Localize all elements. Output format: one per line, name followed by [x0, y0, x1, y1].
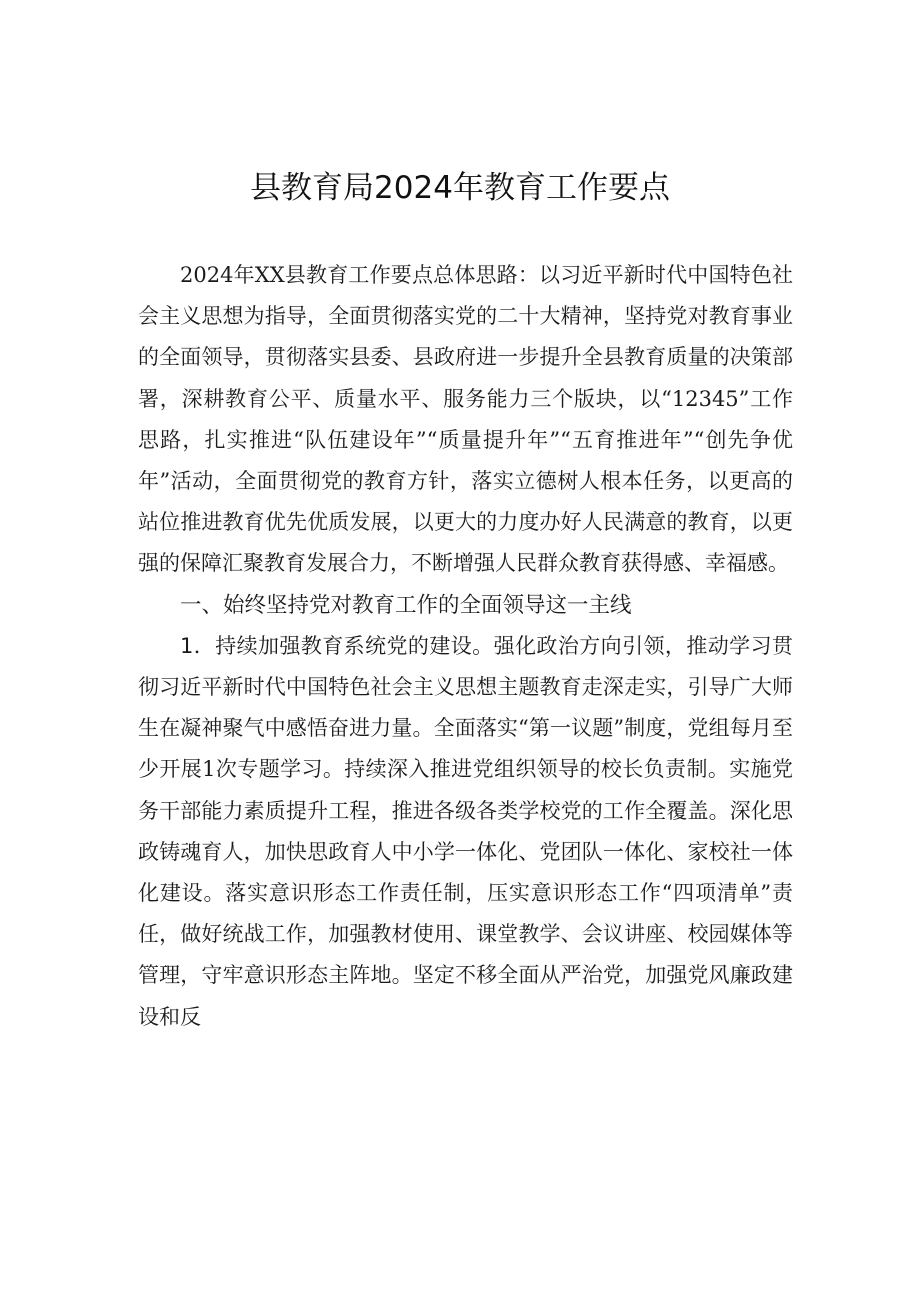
- section-heading: 一、始终坚持党对教育工作的全面领导这一主线: [180, 592, 632, 618]
- intro-paragraph: 2024年XX县教育工作要点总体思路：以习近平新时代中国特色社会主义思想为指导，全面贯彻落实党的二十大精神，坚持党对教育事业的全面领导，贯彻落实县委、县政府进一步提升全县教育质量的决策部署，深耕教育公平、质量水平、服务能力三个版块，以“12345”工作思路，扎实推进“队伍建设年”“质量提升年”“五育推进年”“创先争优年”活动，全面贯彻党的教育方针，落实立德树人根本任务，以更高的站位推进教育优先优质发展，以更大的力度办好人民满意的教育，以更强的保障汇聚教育发展合力，不断增强人民群众教育获得感、幸福感。: [138, 263, 793, 576]
- item-body: 强化政治方向引领，推动学习贯彻习近平新时代中国特色社会主义思想主题教育走深走实，引导广大师生在凝神聚气中感悟奋进力量。全面落实“第一议题”制度，党组每月至少开展1次专题学习。持续深入推进党组织领导的校长负责制。实施党务干部能力素质提升工程，推进各级各类学校党的工作全覆盖。深化思政铸魂育人，加快思政育人中小学一体化、党团队一体化、家校社一体化建设。落实意识形态工作责任制，压实意识形态工作“四项清单”责任，做好统战工作，加强教材使用、课堂教学、会议讲座、校园媒体等管理，守牢意识形态主阵地。坚定不移全面从严治党，加强党风廉政建设和反: [138, 633, 793, 1029]
- document-body: [138, 255, 793, 1038]
- document-title: 县教育局2024年教育工作要点: [250, 170, 670, 206]
- item-paragraph: [138, 626, 793, 1038]
- item-heading: 1．持续加强教育系统党的建设。: [180, 633, 494, 658]
